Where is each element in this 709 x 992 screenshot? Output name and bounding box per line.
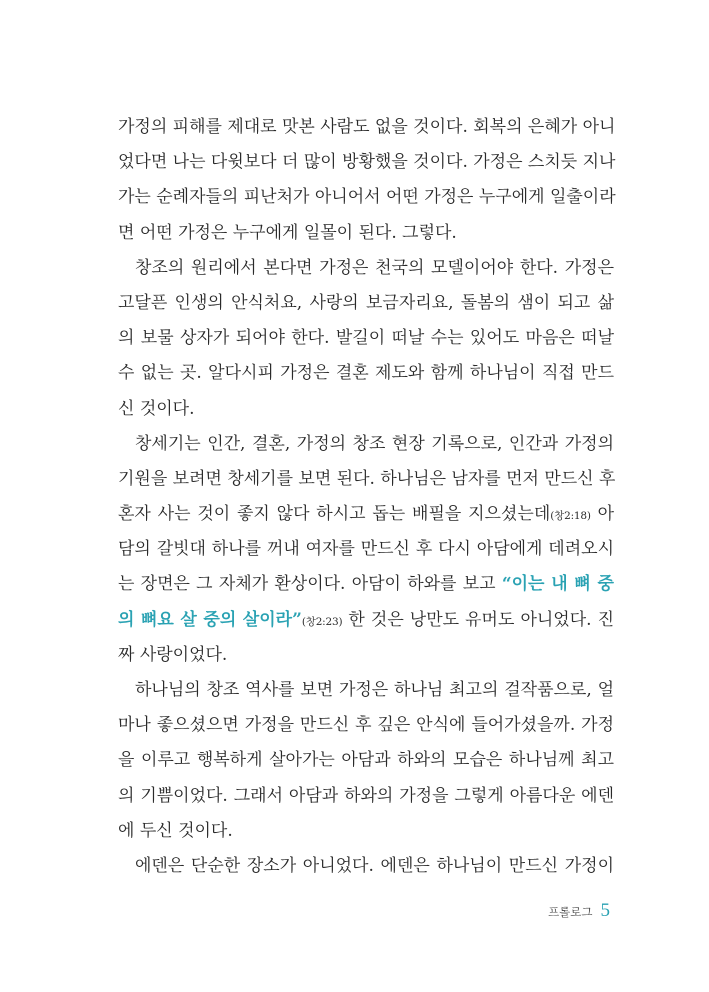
paragraph-first-line: 창세기는 인간, 결혼, 가정의 창조 현장 기록으로, 인간과 가정의 — [135, 433, 614, 454]
text-line: 기원을 보려면 창세기를 보면 된다. 하나님은 남자를 먼저 만드신 후 — [118, 468, 616, 489]
highlighted-quote: “이는 내 뼈 중 — [501, 574, 614, 595]
text-line — [118, 569, 614, 604]
paragraph-first-line: 에덴은 단순한 장소가 아니었다. 에덴은 하나님이 만드신 가정이 — [135, 855, 614, 876]
section-label: 프롤로그 — [548, 905, 593, 919]
text-line: 가는 순례자들의 피난처가 아니어서 어떤 가정은 누구에게 일출이라 — [118, 187, 616, 208]
text-line: 가정의 피해를 제대로 맛본 사람도 없을 것이다. 회복의 은혜가 아니 — [118, 117, 616, 137]
text-segment: 한 것은 낭만도 유머도 아니었다. 진 — [342, 609, 615, 630]
text-line: 면 어떤 가정은 누구에게 일몰이 된다. 그렇다. — [118, 222, 457, 243]
text-line: 수 없는 곳. 알다시피 가정은 결혼 제도와 함께 하나님이 직접 만드 — [118, 363, 614, 384]
body-text — [118, 112, 614, 886]
text-segment: 아 — [590, 504, 615, 525]
paragraph-first-line: 하나님의 창조 역사를 보면 가정은 하나님 최고의 걸작품으로, 얼 — [135, 680, 614, 700]
text-line: 신 것이다. — [118, 398, 195, 419]
text-line — [118, 605, 614, 640]
scripture-reference: (창2:18) — [550, 510, 591, 523]
text-line: 에 두신 것이다. — [118, 820, 233, 841]
scripture-reference: (창2:23) — [301, 615, 343, 628]
text-line: 었다면 나는 다윗보다 더 많이 방황했을 것이다. 가정은 스치듯 지나 — [118, 152, 616, 173]
text-line: 마나 좋으셨으면 가정을 만드신 후 깊은 안식에 들어가셨을까. 가정 — [118, 715, 614, 736]
highlighted-quote: 의 뼈요 살 중의 살이라” — [118, 609, 302, 630]
text-segment: 는 장면은 그 자체가 환상이다. 아담이 하와를 보고 — [118, 574, 502, 595]
text-line: 담의 갈빗대 하나를 꺼내 여자를 만드신 후 다시 아담에게 데려오시 — [118, 539, 614, 560]
text-line: 짜 사랑이었다. — [118, 644, 228, 665]
page-footer — [548, 900, 610, 922]
text-line: 의 보물 상자가 되어야 한다. 발길이 떠날 수는 있어도 마음은 떠날 — [118, 328, 614, 349]
page-number: 5 — [600, 900, 610, 921]
text-line: 을 이루고 행복하게 살아가는 아담과 하와의 모습은 하나님께 최고 — [118, 750, 614, 771]
text-line: 의 기쁨이었다. 그래서 아담과 하와의 가정을 그렇게 아름다운 에덴 — [118, 785, 614, 806]
paragraph-first-line: 창조의 원리에서 본다면 가정은 천국의 모델이어야 한다. 가정은 — [135, 257, 614, 278]
text-line: 고달픈 인생의 안식처요, 사랑의 보금자리요, 돌봄의 샘이 되고 삶 — [118, 292, 614, 313]
text-segment: 혼자 사는 것이 좋지 않다 하시고 돕는 배필을 지으셨는데 — [118, 504, 551, 525]
text-line — [118, 499, 614, 534]
